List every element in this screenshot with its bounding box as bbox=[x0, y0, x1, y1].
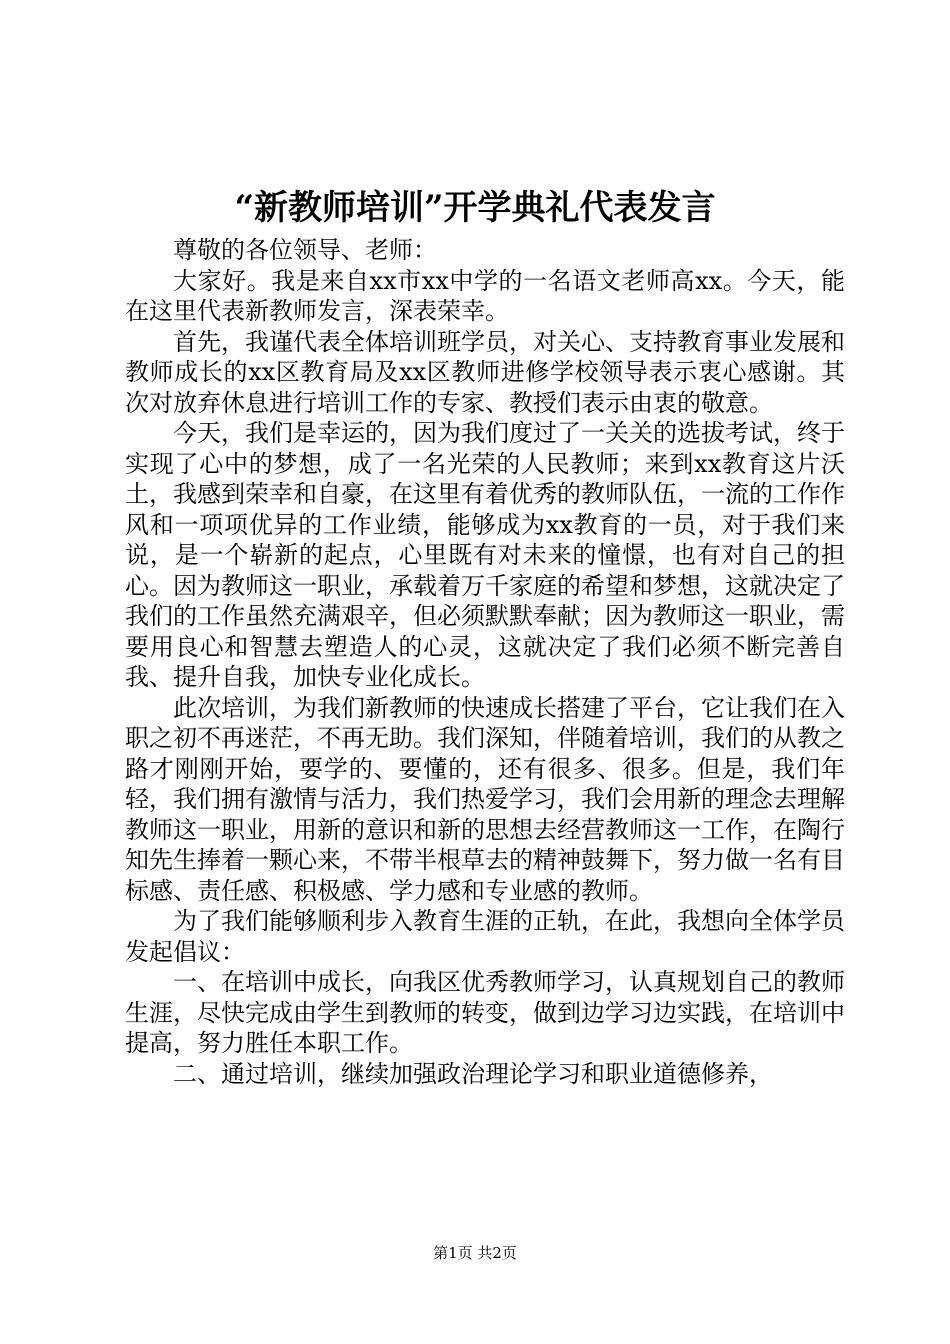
paragraph: 此次培训，为我们新教师的快速成长搭建了平台，它让我们在入职之初不再迷茫，不再无助。我们深知，伴随着培训，我们的从教之路才刚刚开始，要学的、要懂的，还有很多、很多。但是，我们年轻，我们拥有激情与活力，我们热爱学习，我们会用新的理念去理解教师这一职业，用新的意识和新的思想去经营教师这一工作，在陶行知先生捧着一颗心来，不带半根草去的精神鼓舞下，努力做一名有目标感、责任感、积极感、学力感和专业感的教师。 bbox=[125, 693, 845, 905]
paragraph: 一、在培训中成长，向我区优秀教师学习，认真规划自己的教师生涯，尽快完成由学生到教师的转变，做到边学习边实践，在培训中提高，努力胜任本职工作。 bbox=[125, 968, 845, 1057]
document-title: “新教师培训”开学典礼代表发言 bbox=[234, 188, 716, 228]
document-body bbox=[125, 235, 845, 1089]
paragraph: 二、通过培训，继续加强政治理论学习和职业道德修养， bbox=[173, 1059, 773, 1088]
paragraph-salutation: 尊敬的各位领导、老师： bbox=[173, 236, 437, 264]
paragraph: 今天，我们是幸运的，因为我们度过了一关关的选拔考试，终于实现了心中的梦想，成了一名光荣的人民教师；来到xx教育这片沃土，我感到荣幸和自豪，在这里有着优秀的教师队伍，一流的工作作风和一项项优异的工作业绩，能够成为xx教育的一员，对于我们来说，是一个崭新的起点，心里既有对未来的憧憬，也有对自己的担心。因为教师这一职业，承载着万千家庭的希望和梦想，这就决定了我们的工作虽然充满艰辛，但必须默默奉献；因为教师这一职业，需要用良心和智慧去塑造人的心灵，这就决定了我们必须不断完善自我、提升自我，加快专业化成长。 bbox=[125, 419, 845, 691]
paragraph: 为了我们能够顺利步入教育生涯的正轨，在此，我想向全体学员发起倡议： bbox=[125, 907, 845, 966]
page-number-footer: 第1页 共2页 bbox=[433, 1244, 517, 1262]
paragraph: 首先，我谨代表全体培训班学员，对关心、支持教育事业发展和教师成长的xx区教育局及xx区教师进修学校领导表示衷心感谢。其次对放弃休息进行培训工作的专家、教授们表示由衷的敬意。 bbox=[125, 327, 845, 417]
paragraph: 大家好。我是来自xx市xx中学的一名语文老师高xx。今天，能在这里代表新教师发言，深表荣幸。 bbox=[125, 266, 845, 325]
